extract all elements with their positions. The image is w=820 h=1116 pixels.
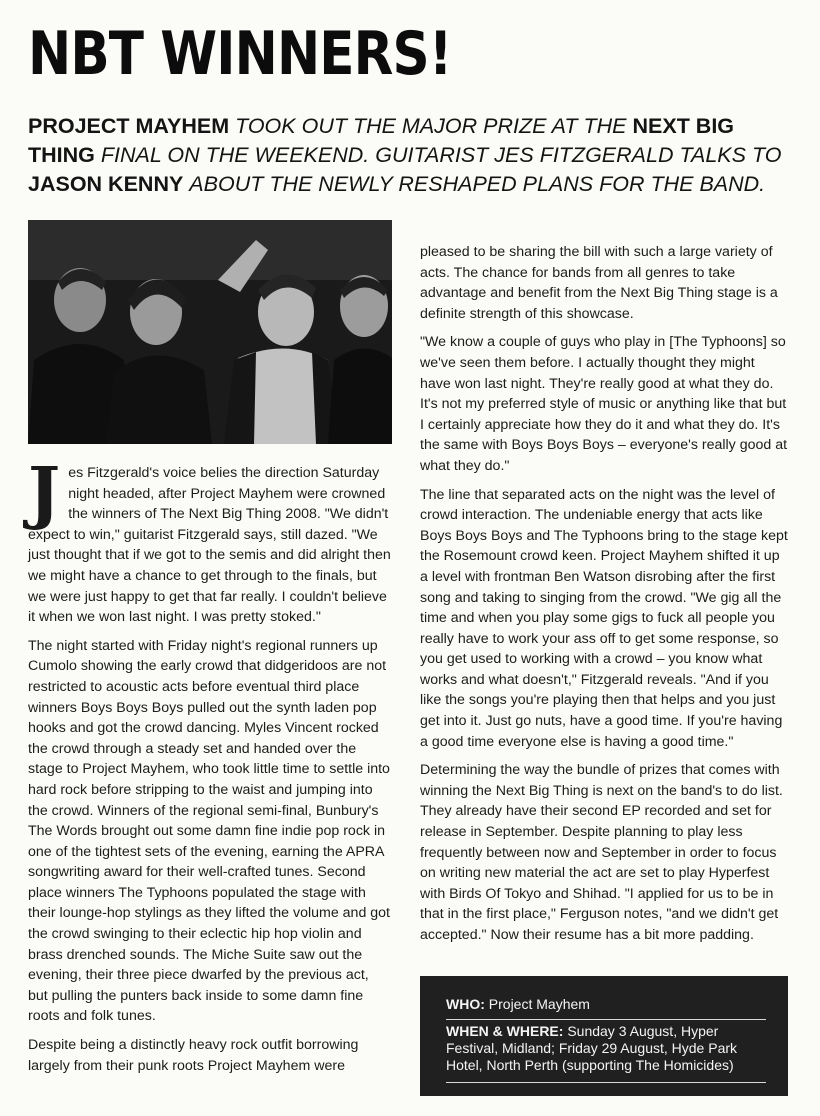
paragraph: "We know a couple of guys who play in [The Typhoons] so we've seen them before. I actually thought they might have won last night. They're really good at what they do. It's not my preferred style of music or anything like that but I certainly appreciate how they do it and what they do. It's the same with Boys Boys Boys – everyone's really good at what they do." [420,334,788,474]
who-label: WHO: [446,996,485,1012]
paragraph: Jes Fitzgerald's voice belies the direction Saturday night headed, after Project Mayhem were crowned the winners of The Next Big Thing 2008. "We didn't expect to win," guitarist Fitzgerald says, still dazed. "We just thought that if we got to the semis and did alright then we might have a chance to get through to the finals, but we were just happy to get that far really. I couldn't believe it when we won last night. I was pretty stoked." [28,453,391,626]
who-line [446,996,590,1013]
paragraph: The line that separated acts on the night was the level of crowd interaction. The undeniable energy that acts like Boys Boys Boys and The Typhoons bring to the stage kept the Rosemount crowd keen. Project Mayhem shifted it up a level with frontman Ben Watson disrobing after the first song and taking to singing from the crowd. "We gig all the time and when you play some gigs to fuck all people you really have to work your ass off to get some response, so you get used to working with a crowd – you know what works and what doesn't," Fitzgerald reveals. "And if you like the songs you're playing then that helps and you just get into it. Just go nuts, have a good time. If you're having a good time everyone else is having a good time." [420,486,788,750]
when-where-value: Sunday 3 August, Hyper Festival, Midland; Friday 29 August, Hyde Park Hotel, North Perth (supporting The Homicides) [446,1023,738,1073]
standfirst-event: NEXT BIG THING [28,114,735,167]
paragraph: pleased to be sharing the bill with such a large variety of acts. The chance for bands from all genres to take advantage and benefit from the Next Big Thing stage is a definite strength of this showcase. [420,244,778,322]
standfirst-band: PROJECT MAYHEM [28,114,230,138]
standfirst-text-1: TOOK OUT THE MAJOR PRIZE AT THE [235,114,627,138]
standfirst-text-3: ABOUT THE NEWLY RESHAPED PLANS FOR THE BAND. [189,172,766,196]
standfirst-writer: JASON KENNY [28,172,184,196]
paragraph: Despite being a distinctly heavy rock outfit borrowing largely from their punk roots Project Mayhem were [28,1037,359,1074]
left-column [28,453,392,1084]
when-where-line [446,1023,746,1074]
when-where-label: WHEN & WHERE: [446,1023,564,1039]
right-column [420,242,788,954]
paragraph: The night started with Friday night's regional runners up Cumolo showing the early crowd that didgeridoos are not restricted to acoustic acts before eventual third place winners Boys Boys Boys pulled out the synth laden pop hooks and got the crowd dancing. Myles Vincent rocked the crowd through a steady set and handed over the stage to Project Mayhem, who took little time to settle into hard rock before stripping to the waist and jumping into the crowd. Winners of the regional semi-final, Bunbury's The Words brought out some damn fine indie pop rock in one of the tightest sets of the evening, earning the APRA songwriting award for their well-crafted tunes. Second place winners The Typhoons populated the stage with their lounge-hop stylings as they lifted the volume and got the crowd swinging to their eclectic hip hop violin and brass drenched sounds. The Miche Suite saw out the evening, their three piece dwarfed by the previous act, but pulling the punters back inside to some damn fine roots and folk tunes. [28,637,391,1025]
standfirst-text-2: FINAL ON THE WEEKEND. GUITARIST JES FITZGERALD TALKS TO [100,143,782,167]
standfirst [28,112,798,199]
gig-info-box [420,976,788,1096]
who-value: Project Mayhem [488,996,590,1012]
divider [446,1019,766,1020]
band-photo [28,220,392,444]
drop-cap: J [28,453,61,533]
divider [446,1082,766,1083]
headline: NBT WINNERS! [28,19,452,89]
paragraph: Determining the way the bundle of prizes that comes with winning the Next Big Thing is next on the band's to do list. They already have their second EP recorded and set for release in September. Despite planning to play less frequently between now and September in order to focus on writing new material the act are set to play Hyperfest with Birds Of Tokyo and Shihad. "I applied for us to be in that in the first place," Ferguson notes, "and we didn't get accepted." Now their resume has a bit more padding. [420,762,783,943]
